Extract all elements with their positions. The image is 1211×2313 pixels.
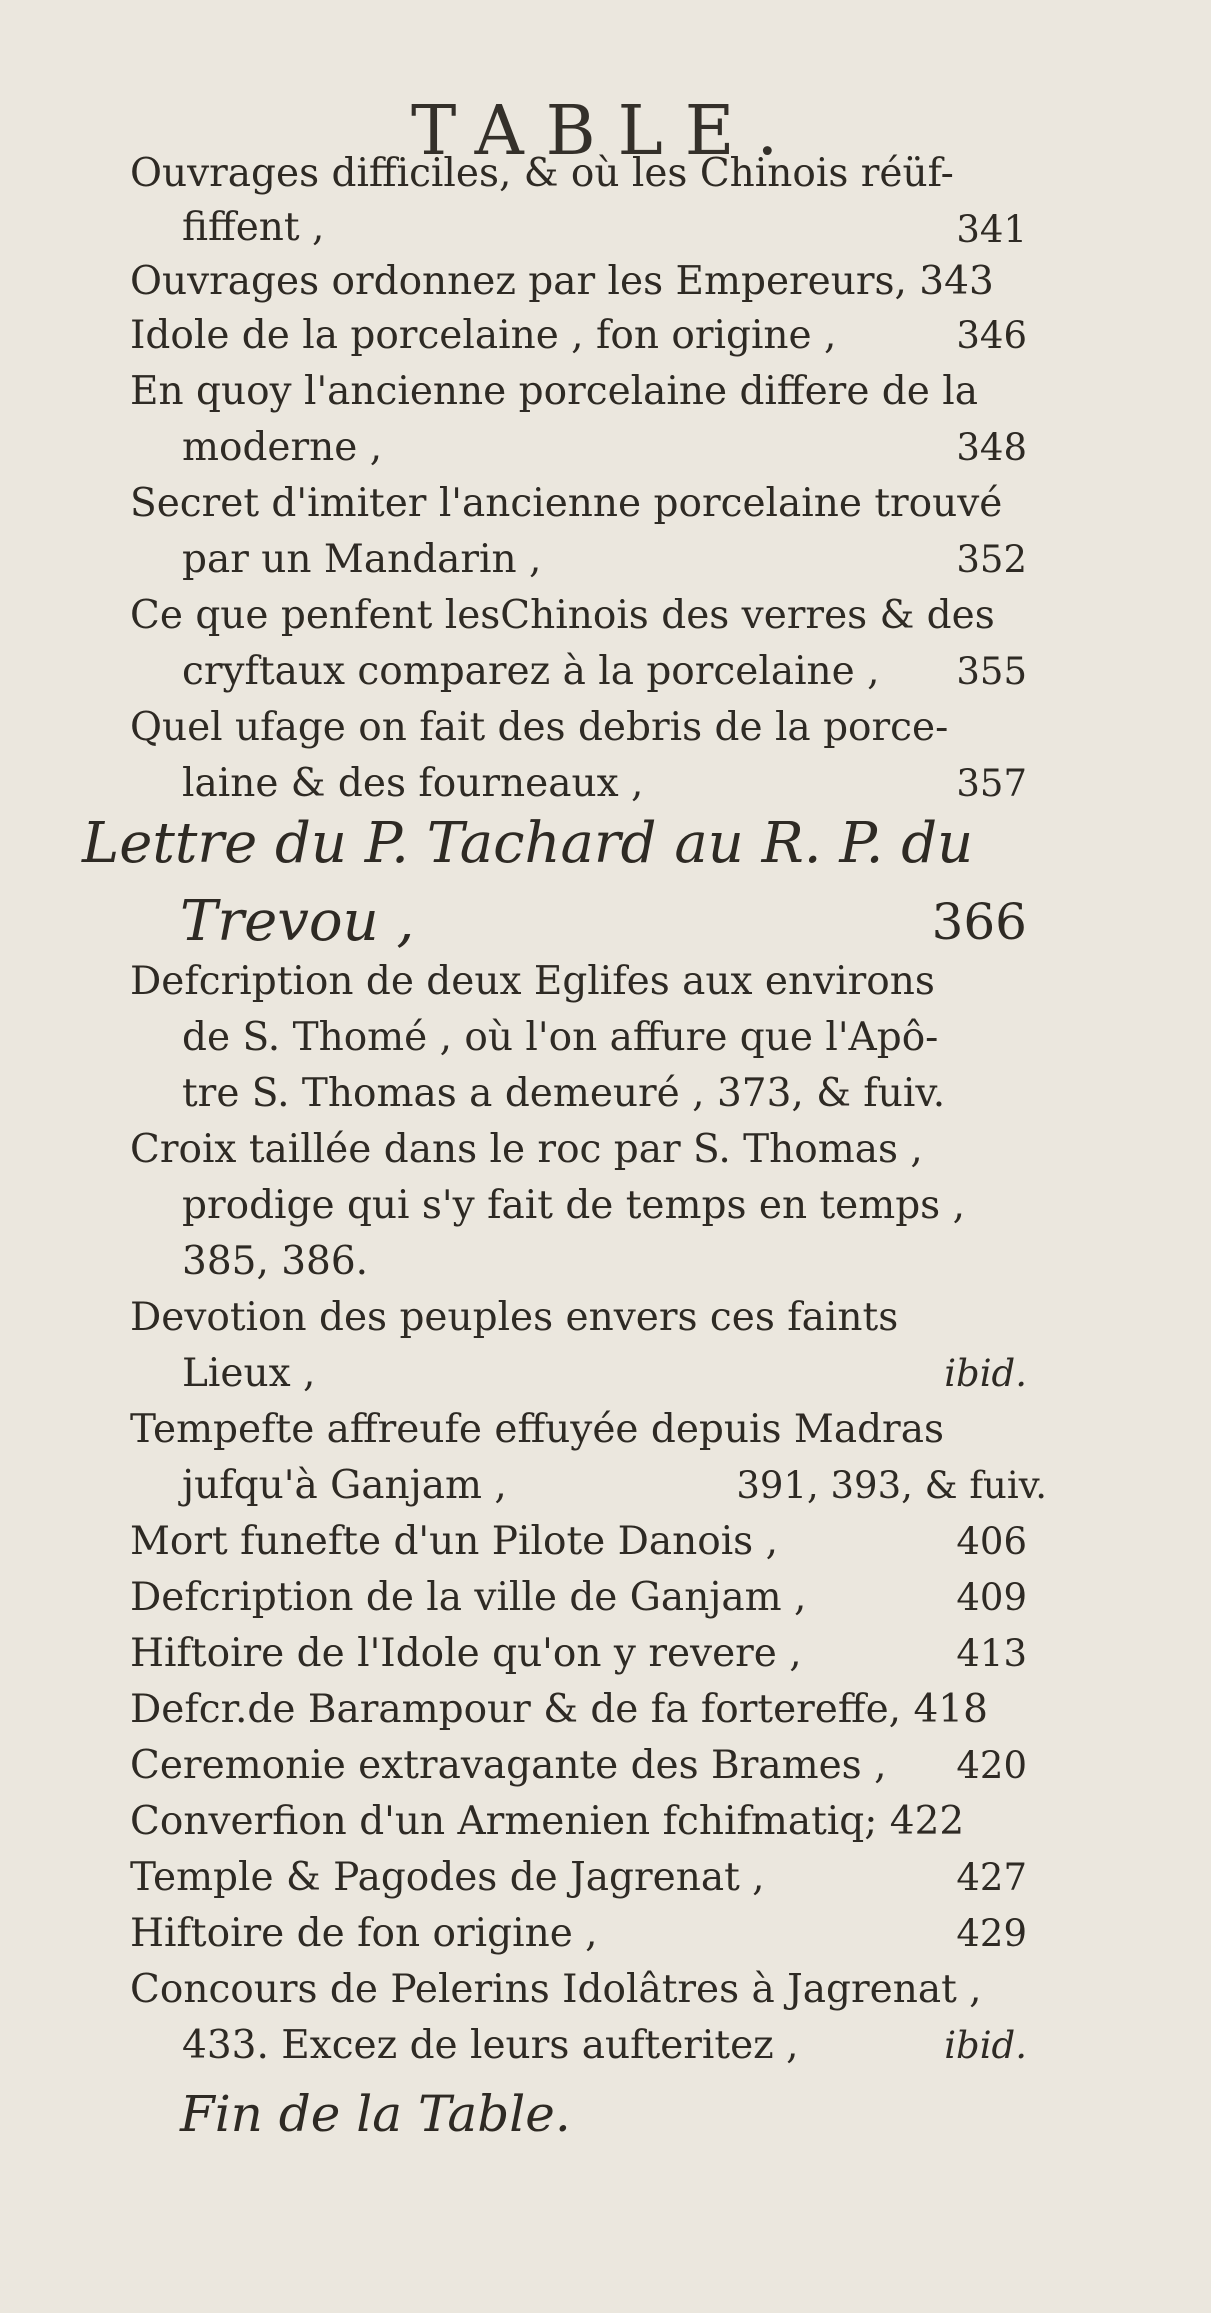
page-number: 409	[956, 1576, 1027, 1619]
page-number: ibid.	[944, 1352, 1027, 1395]
entry-line: Hiftoire de fon origine ,	[130, 1911, 598, 1956]
entry-line: Ce que penfent lesChinois des verres & des	[130, 593, 995, 638]
page-number: 413	[956, 1632, 1027, 1675]
letter-heading: Lettre du P. Tachard au R. P. du	[82, 811, 974, 876]
entry-line: Mort funefte d'un Pilote Danois ,	[130, 1519, 778, 1564]
page-number: 420	[956, 1744, 1027, 1787]
page-number: 429	[956, 1912, 1027, 1955]
end-of-table: Fin de la Table.	[180, 2085, 571, 2143]
entry-line: En quoy l'ancienne porcelaine differe de la	[130, 369, 978, 414]
entry-line: Croix taillée dans le roc par S. Thomas ,	[130, 1127, 923, 1172]
page-number: 348	[956, 426, 1027, 469]
page-title: TABLE.	[410, 92, 801, 171]
page-number: 427	[956, 1856, 1027, 1899]
entry-line: fiffent ,	[182, 205, 325, 250]
entry-line: de S. Thomé , où l'on affure que l'Apô-	[182, 1015, 939, 1060]
entry-line: laine & des fourneaux ,	[182, 761, 644, 806]
page-number: 355	[956, 650, 1027, 693]
entry-line: Ouvrages difficiles, & où les Chinois réüf-	[130, 151, 954, 196]
entry-line: moderne ,	[182, 425, 383, 470]
entry-line: Tempefte affreufe effuyée depuis Madras	[130, 1407, 944, 1452]
entry-line: Defcr.de Barampour & de fa fortereffe, 418	[130, 1687, 988, 1732]
entry-line: Hiftoire de l'Idole qu'on y revere ,	[130, 1631, 802, 1676]
entry-line: Temple & Pagodes de Jagrenat ,	[130, 1855, 765, 1900]
entry-line: tre S. Thomas a demeuré , 373, & fuiv.	[182, 1071, 946, 1116]
page-number: 352	[956, 538, 1027, 581]
entry-line: prodige qui s'y fait de temps en temps ,	[182, 1183, 965, 1228]
entry-line: Converfion d'un Armenien fchifmatiq; 422	[130, 1799, 965, 1844]
entry-line: Concours de Pelerins Idolâtres à Jagrenat ,	[130, 1967, 982, 2012]
entry-line: 433. Excez de leurs aufteritez ,	[182, 2023, 799, 2068]
entry-line: jufqu'à Ganjam ,	[182, 1463, 507, 1508]
entry-line: Defcription de deux Eglifes aux environs	[130, 959, 935, 1004]
page-number: ibid.	[944, 2024, 1027, 2067]
entry-line: Lieux ,	[182, 1351, 316, 1396]
entry-line: Quel ufage on fait des debris de la porce-	[130, 705, 949, 750]
entry-line: Secret d'imiter l'ancienne porcelaine trouvé	[130, 481, 1003, 526]
page-number: 341	[956, 208, 1027, 251]
entry-line: 385, 386.	[182, 1239, 369, 1284]
entry-line: Defcription de la ville de Ganjam ,	[130, 1575, 807, 1620]
letter-heading: Trevou ,	[180, 889, 415, 954]
page-number: 357	[956, 762, 1027, 805]
entry-line: cryftaux comparez à la porcelaine ,	[182, 649, 880, 694]
entry-line: par un Mandarin ,	[182, 537, 542, 582]
entry-line: Devotion des peuples envers ces faints	[130, 1295, 899, 1340]
page-number: 406	[956, 1520, 1027, 1563]
page-number: 391, 393, & fuiv.	[736, 1464, 1047, 1507]
entry-line: Ouvrages ordonnez par les Empereurs, 343	[130, 259, 994, 304]
page-number: 366	[931, 893, 1027, 951]
entry-line: Ceremonie extravagante des Brames ,	[130, 1743, 887, 1788]
entry-line: Idole de la porcelaine , fon origine ,	[130, 313, 837, 358]
page-number: 346	[956, 314, 1027, 357]
